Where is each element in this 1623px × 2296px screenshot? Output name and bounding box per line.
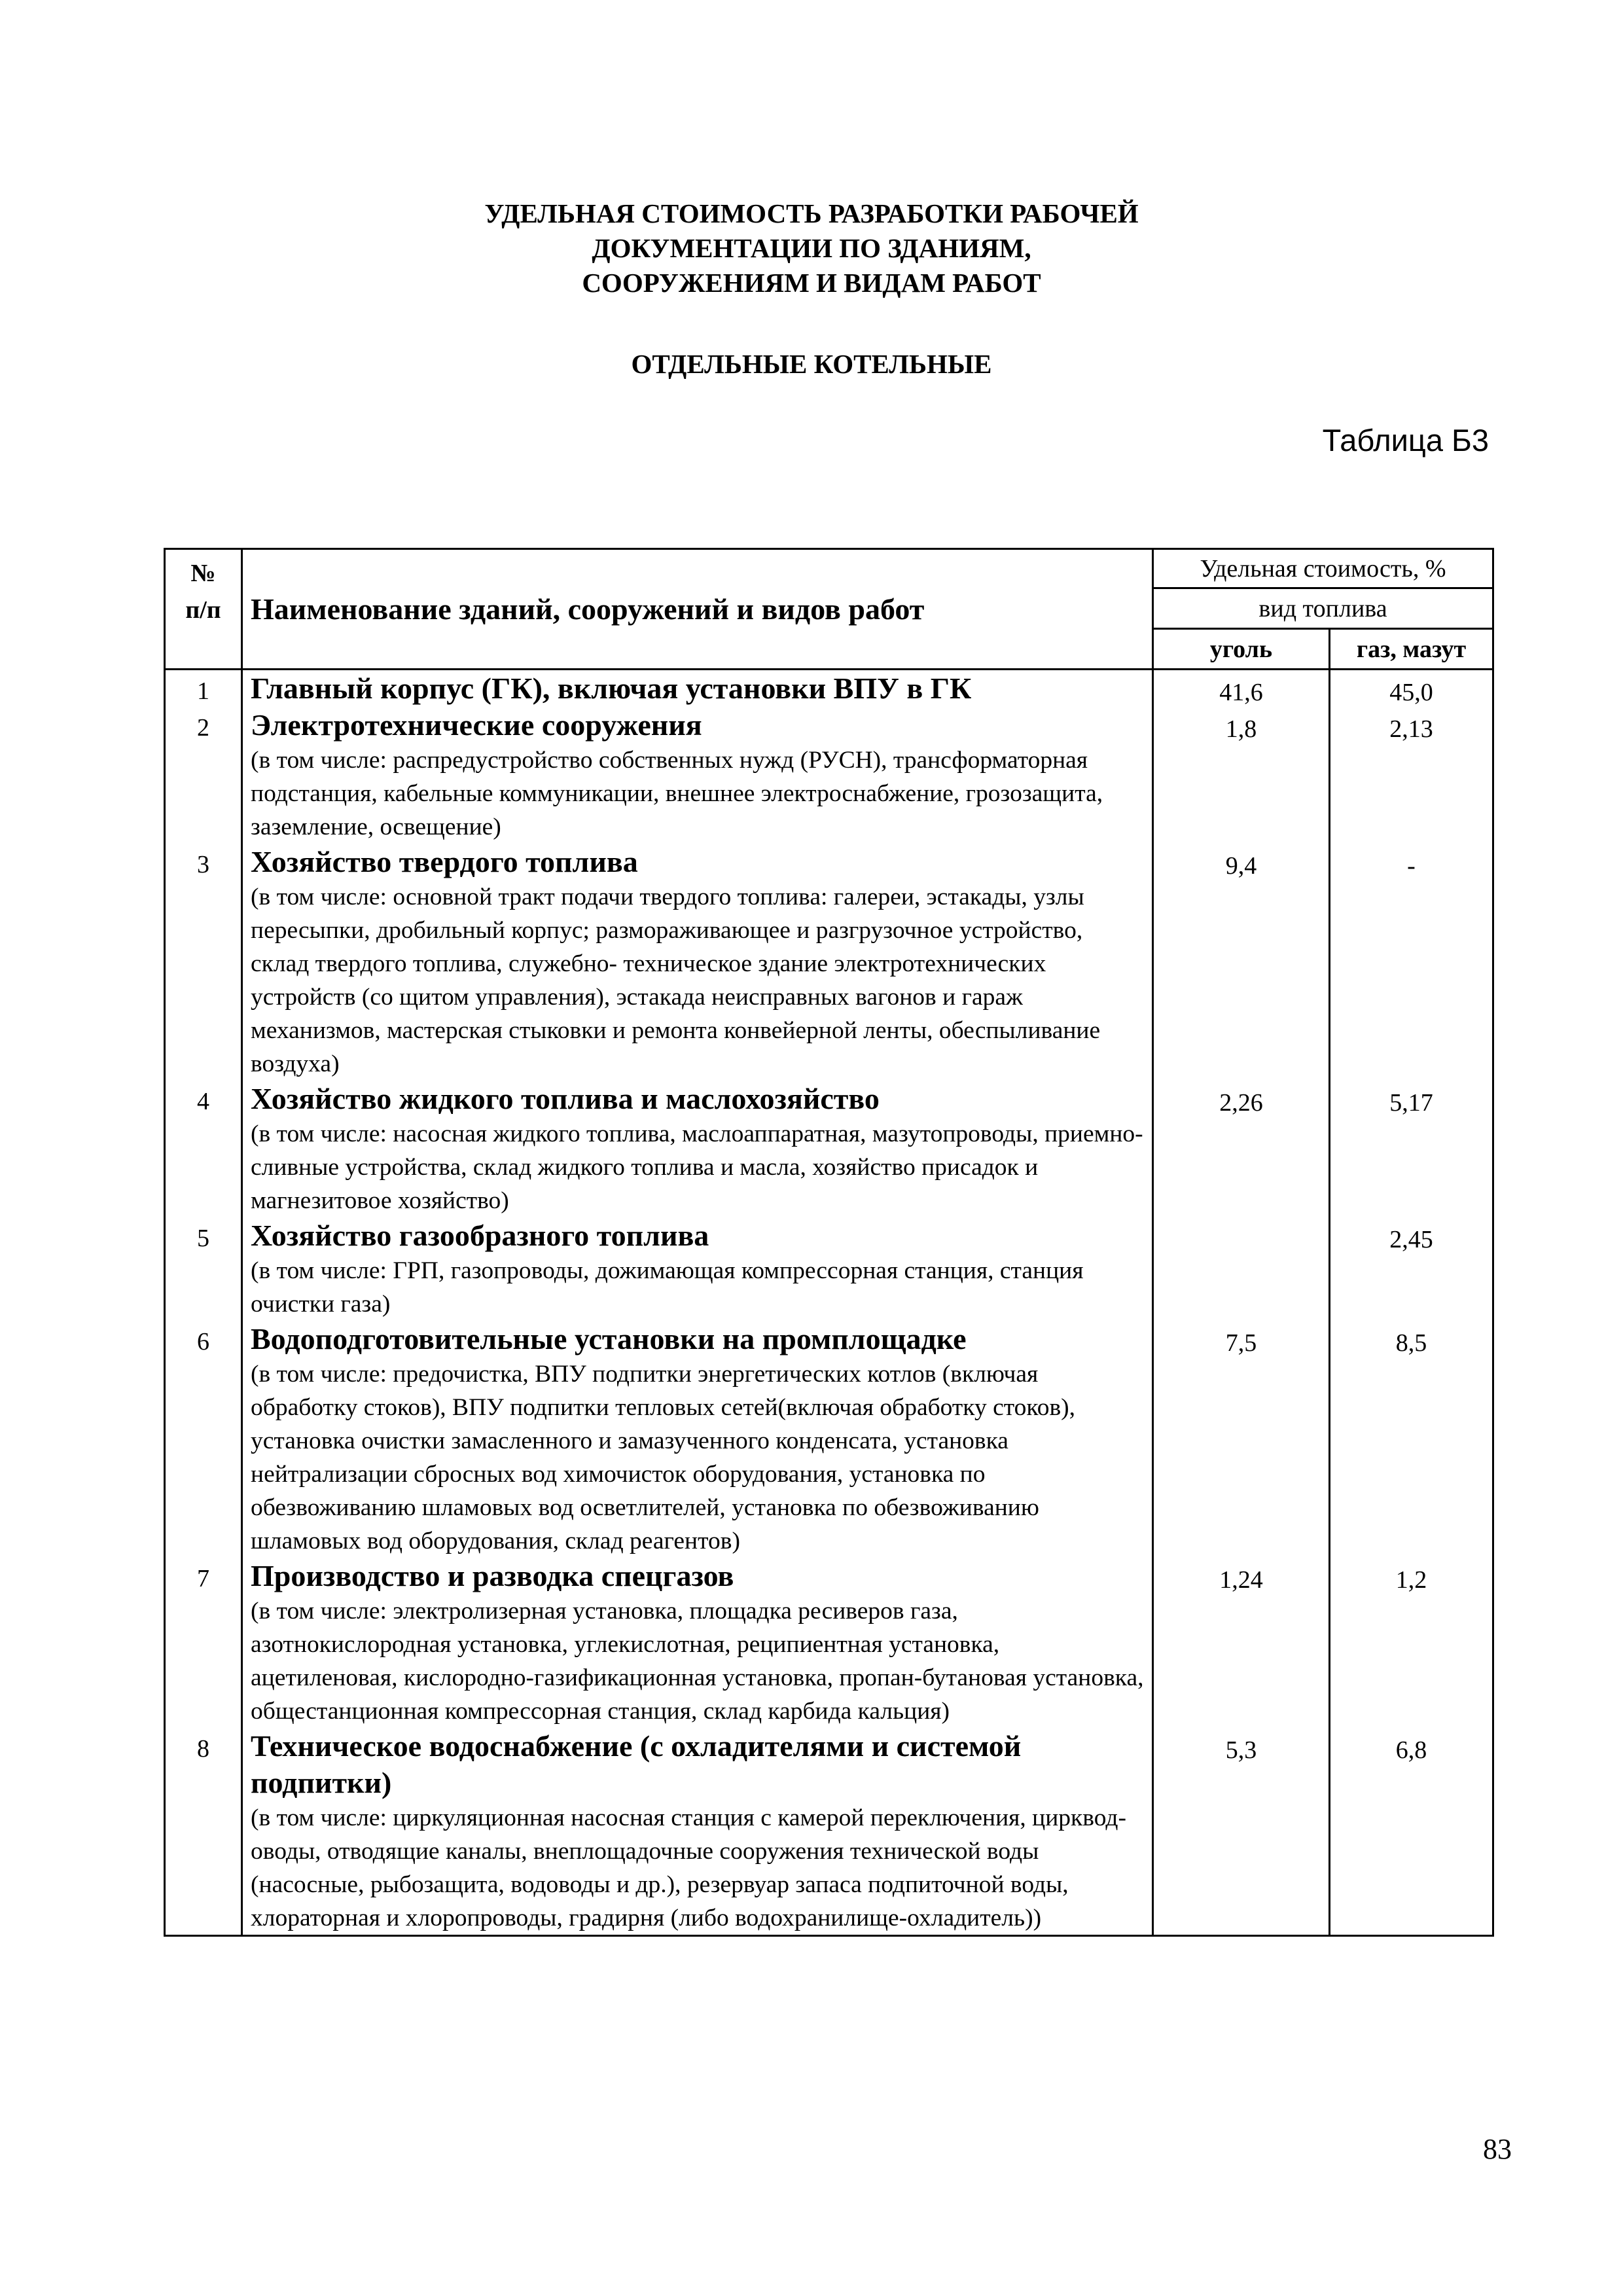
row-title: Хозяйство газообразного топлива [251,1219,709,1252]
header-name: Наименование зданий, сооружений и видов работ [242,549,1153,670]
row-description: (в том числе: насосная жидкого топлива, маслоаппаратная, мазутопроводы, приемно-сливные устройства, склад жидкого топлива и масла, хозяйство присадок и магнезитовое хозяйство) [251,1121,1143,1214]
row-title: Водоподготовительные установки на промплощадке [251,1322,967,1355]
document-title [0,196,1623,300]
page-number: 83 [1483,2133,1512,2165]
row-coal-value: 1,8 [1153,707,1330,844]
row-title: Хозяйство жидкого топлива и маслохозяйство [251,1082,880,1115]
row-title: Электротехнические сооружения [251,708,702,742]
title-line: ДОКУМЕНТАЦИИ ПО ЗДАНИЯМ, [592,233,1031,263]
table-label: Таблица Б3 [1322,423,1489,457]
header-num: № п/п [165,549,242,670]
row-number: 3 [165,844,242,1081]
row-coal-value: 2,26 [1153,1081,1330,1217]
table-header-row [165,549,1493,588]
row-number: 2 [165,707,242,844]
table-row [165,670,1493,708]
row-name-cell [242,1558,1153,1728]
row-description: (в том числе: предочистка, ВПУ подпитки энергетических котлов (включая обработку стоков), ВПУ подпитки тепловых сетей(включая обработку стоков), установка очистки замасленного и замазученного конденсата, установка нейтрализации сбросных вод химочисток оборудования, установка по обезвоживанию шламовых вод осветлителей, установка по обезвоживанию шламовых вод оборудования, склад реагентов) [251,1361,1076,1554]
row-gas-value: 8,5 [1330,1321,1493,1558]
cost-table [164,548,1494,1937]
row-number: 8 [165,1728,242,1936]
table-row [165,707,1493,844]
row-gas-value: 2,45 [1330,1217,1493,1321]
table-row [165,844,1493,1081]
row-name-cell [242,1081,1153,1217]
row-gas-value: - [1330,844,1493,1081]
row-coal-value [1153,1217,1330,1321]
row-number: 5 [165,1217,242,1321]
row-title: Главный корпус (ГК), включая установки ВПУ в ГК [251,672,972,705]
row-name-cell [242,1217,1153,1321]
table-row [165,1321,1493,1558]
document-subtitle: ОТДЕЛЬНЫЕ КОТЕЛЬНЫЕ [631,349,992,379]
row-coal-value: 5,3 [1153,1728,1330,1936]
row-name-cell [242,1321,1153,1558]
row-name-cell [242,707,1153,844]
row-gas-value: 45,0 [1330,670,1493,708]
row-description: (в том числе: основной тракт подачи твердого топлива: галереи, эстакады, узлы пересыпки, дробильный корпус; размораживающее и разгрузочное устройство, склад твердого топлива, служебно- техническое здание электротехнических устройств (со щитом управления), эстакада неисправных вагонов и гараж механизмов, мастерская стыковки и ремонта конвейерной ленты, обеспыливание воздуха) [251,884,1101,1077]
row-coal-value: 9,4 [1153,844,1330,1081]
row-description: (в том числе: электролизерная установка, площадка ресиверов газа, азотнокислородная установка, углекислотная, реципиентная установка, ацетиленовая, кислородно-газификационная установка, пропан-бутановая установка, общестанционная компрессорная станция, склад карбида кальция) [251,1598,1144,1725]
row-title: Производство и разводка спецгазов [251,1559,734,1592]
header-fuel: вид топлива [1153,588,1493,629]
title-line: СООРУЖЕНИЯМ И ВИДАМ РАБОТ [582,268,1041,298]
header-coal: уголь [1153,629,1330,670]
row-number: 1 [165,670,242,708]
row-number: 7 [165,1558,242,1728]
row-description: (в том числе: распредустройство собственных нужд (РУСН), трансформаторная подстанция, кабельные коммуникации, внешнее электроснабжение, грозозащита, заземление, освещение) [251,747,1103,840]
row-title: Хозяйство твердого топлива [251,845,638,878]
table-row [165,1558,1493,1728]
row-number: 6 [165,1321,242,1558]
row-gas-value: 6,8 [1330,1728,1493,1936]
row-title: Техническое водоснабжение (с охладителями и системой подпитки) [251,1729,1022,1799]
table-row [165,1081,1493,1217]
row-name-cell [242,844,1153,1081]
title-line: УДЕЛЬНАЯ СТОИМОСТЬ РАЗРАБОТКИ РАБОЧЕЙ [484,198,1139,228]
header-cost: Удельная стоимость, % [1153,549,1493,588]
row-description: (в том числе: ГРП, газопроводы, дожимающая компрессорная станция, станция очистки газа) [251,1257,1084,1318]
row-coal-value: 41,6 [1153,670,1330,708]
row-name-cell [242,1728,1153,1936]
row-gas-value: 5,17 [1330,1081,1493,1217]
row-name-cell [242,670,1153,708]
row-number: 4 [165,1081,242,1217]
row-gas-value: 2,13 [1330,707,1493,844]
row-coal-value: 1,24 [1153,1558,1330,1728]
row-description: (в том числе: циркуляционная насосная станция с камерой переключения, циркводоводы, отводящие каналы, внеплощадочные сооружения технической воды (насосные, рыбозащита, водоводы и др.), резервуар запаса подпиточной воды, хлораторная и хлоропроводы, градирня (либо водохранилище-охладитель)) [251,1804,1126,1931]
table-row [165,1728,1493,1936]
table-row [165,1217,1493,1321]
row-gas-value: 1,2 [1330,1558,1493,1728]
header-gas: газ, мазут [1330,629,1493,670]
row-coal-value: 7,5 [1153,1321,1330,1558]
